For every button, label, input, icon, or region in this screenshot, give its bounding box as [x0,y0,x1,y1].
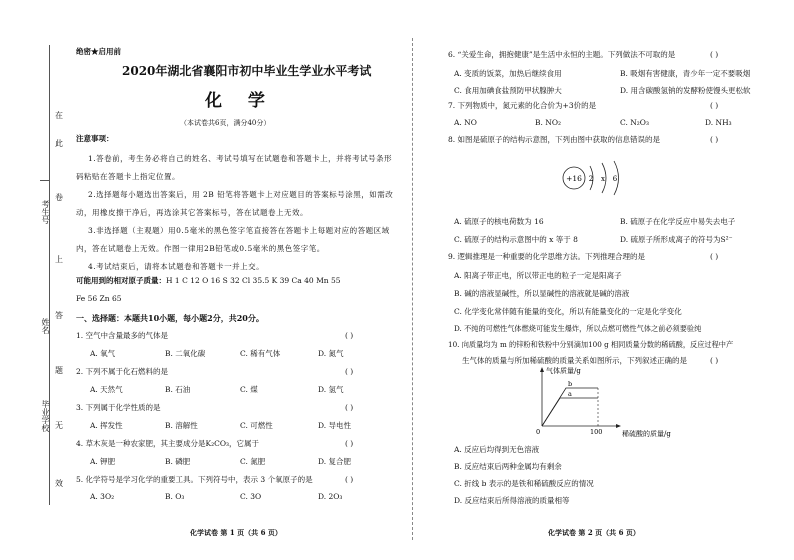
answer-paren: ( ) [710,356,719,365]
q8-option: A. 硫原子的核电荷数为 16 [454,217,544,226]
q6-option: A. 变质的饭菜，加热后继续食用 [454,69,562,78]
shell-2-count: x [601,175,605,183]
note-item: 4.考试结束后，请将本试题卷和答题卡一并上交。 [88,262,265,271]
q9-option: C. 化学变化常伴随有能量的变化，所以有能量变化的一定是化学变化 [454,307,682,316]
binding-char: 答 [55,311,63,320]
binding-char: 无 [55,421,63,430]
question-option: C. 可燃性 [240,421,273,430]
question-stem: 4. 草木灰是一种农家肥，其主要成分是K₂CO₃，它属于 [76,439,260,448]
q6-option: B. 吸烟有害健康，青少年一定不要吸烟 [620,69,751,78]
exam-number-label: 考生号 [41,200,50,224]
binding-char: 在 [55,111,63,120]
question-stem: 1. 空气中含量最多的气体是 [76,331,169,340]
q7-option: A. NO [454,118,477,127]
line-b-label: b [568,380,573,388]
q10-origin: 0 [536,428,541,436]
q7-option: D. NH₃ [705,118,732,127]
q8-stem: 8. 如图是硫原子的结构示意图，下列由图中获取的信息错误的是 [448,135,661,144]
question-option: A. 天然气 [90,385,123,394]
binding-char: 卷 [55,193,63,202]
question-option: B. O₃ [165,492,185,501]
answer-paren: ( ) [345,403,354,412]
question-option: B. 溶解性 [165,421,198,430]
name-label: 姓名 [41,318,50,334]
q10-option: C. 折线 b 表示的是铁和稀硫酸反应的情况 [454,479,594,488]
exam-info: （本试卷共6页，满分40分） [180,119,271,127]
question-option: C. 氮肥 [240,457,266,466]
question-option: D. 复合肥 [318,457,352,466]
page-divider [412,38,413,540]
question-option: B. 二氧化碳 [165,349,206,358]
line-a-label: a [568,390,572,398]
answer-paren: ( ) [345,331,354,340]
school-label: 毕业学校 [41,400,50,432]
sulfur-atom-diagram [560,158,650,198]
atomic-mass-values: H 1 C 12 O 16 S 32 Cl 35.5 K 39 Ca 40 Mn 55 [166,276,341,285]
answer-paren: ( ) [710,135,719,144]
q8-option: C. 硫原子的结构示意图中的 x 等于 8 [454,235,578,244]
q7-option: C. N₂O₃ [620,118,649,127]
footer-right: 化学试卷 第 2 页（共 6 页） [548,528,640,537]
answer-paren: ( ) [710,252,719,261]
answer-paren: ( ) [710,50,719,59]
atomic-mass-line [76,276,341,285]
question-option: D. 氢气 [318,385,344,394]
q10-option: B. 反应结束后两种金属均有剩余 [454,462,562,471]
q9-stem: 9. 逻辑推理是一种重要的化学思维方法。下列推理合理的是 [448,252,646,261]
question-option: D. 氮气 [318,349,344,358]
note-item: 2.选择题每小题选出答案后，用 2B 铅笔将答题卡上对应题目的答案标号涂黑，如需改动，用橡皮擦干净后，再选涂其它答案标号，答在试题卷上无效。 [76,190,394,217]
q10-xlabel: 稀硫酸的质量/g [622,430,671,438]
q10-xtick: 100 [590,428,603,436]
q6-option: D. 用含碳酸氢钠的发酵粉使馒头更松软 [620,86,751,95]
notes-body [76,150,398,276]
q9-option: A. 阳离子带正电，所以带正电的粒子一定是阳离子 [454,271,622,280]
atomic-mass-label: 可能用到的相对原子质量： [76,276,166,285]
q8-option: B. 硫原子在化学反应中易失去电子 [620,217,736,226]
question-option: A. 挥发性 [90,421,123,430]
q10-stem-cont: 生气体的质量与所加稀硫酸的质量关系如图所示，下列叙述正确的是 [462,356,687,365]
q10-stem: 10. 向质量均为 m 的锌粉和铁粉中分别滴加100 g 相同质量分数的稀硫酸，反应过程中产 [448,340,734,349]
question-option: A. 钾肥 [90,457,116,466]
answer-paren: ( ) [345,439,354,448]
nucleus-label: +16 [566,174,582,183]
q10-option: A. 反应后均得到无色溶液 [454,445,540,454]
answer-paren: ( ) [345,367,354,376]
answer-paren: ( ) [345,475,354,484]
question-stem: 3. 下列属于化学性质的是 [76,403,161,412]
q10-ylabel: 气体质量/g [546,367,581,375]
secret-mark: 绝密★启用前 [76,47,121,56]
q7-stem: 7. 下列物质中，氮元素的化合价为+3价的是 [448,101,597,110]
question-option: B. 石油 [165,385,191,394]
q10-option: D. 反应结束后所得溶液的质量相等 [454,496,570,505]
question-option: B. 磷肥 [165,457,191,466]
binding-char: 上 [55,255,63,264]
section-heading: 一、选择题：本题共10小题，每小题2分，共20分。 [76,313,264,323]
question-option: C. 稀有气体 [240,349,281,358]
q10-graph [530,364,710,438]
q9-option: D. 不纯的可燃性气体燃烧可能发生爆炸，所以点燃可燃性气体之前必须要验纯 [454,324,702,333]
q6-option: C. 食用加碘食盐预防甲状腺肿大 [454,86,562,95]
question-option: C. 3O [240,492,262,501]
q6-stem: 6. “关爱生命，拥抱健康”是生活中永恒的主题。下列做法不可取的是 [448,50,676,59]
footer-left: 化学试卷 第 1 页（共 6 页） [190,528,282,537]
binding-char: 此 [55,139,63,148]
write-line-1 [40,180,50,181]
binding-line [49,45,50,505]
shell-3-count: 6 [612,175,618,183]
note-item: 3.非选择题（主观题）用0.5毫米的黑色签字笔直接答在答题卡上每题对应的答题区域内，答在试题卷上无效。作图一律用2B铅笔或0.5毫米的黑色签字笔。 [76,226,390,253]
notes-heading: 注意事项： [76,134,114,143]
question-option: A. 3O₂ [90,492,115,501]
q8-option: D. 硫原子所形成离子的符号为S²⁻ [620,235,733,244]
question-option: C. 煤 [240,385,258,394]
exam-title: 2020年湖北省襄阳市初中毕业生学业水平考试 [122,64,372,78]
question-option: D. 2O₃ [318,492,343,501]
note-item: 1.答卷前，考生务必将自己的姓名、考试号填写在试题卷和答题卡上，并将考试号条形码粘贴在答题卡上指定位置。 [76,154,393,181]
q7-option: B. NO₂ [535,118,561,127]
question-option: D. 导电性 [318,421,352,430]
atomic-mass-line-2: Fe 56 Zn 65 [76,294,122,303]
binding-char: 题 [55,366,63,375]
question-stem: 5. 化学符号是学习化学的重要工具。下列符号中，表示 3 个氧原子的是 [76,475,313,484]
question-option: A. 氧气 [90,349,116,358]
binding-char: 效 [55,479,63,488]
answer-paren: ( ) [710,101,719,110]
question-stem: 2. 下列不属于化石燃料的是 [76,367,169,376]
subject-title: 化 学 [205,91,275,111]
q9-option: B. 碱的溶液显碱性，所以显碱性的溶液就是碱的溶液 [454,289,630,298]
shell-1-count: 2 [588,175,594,183]
